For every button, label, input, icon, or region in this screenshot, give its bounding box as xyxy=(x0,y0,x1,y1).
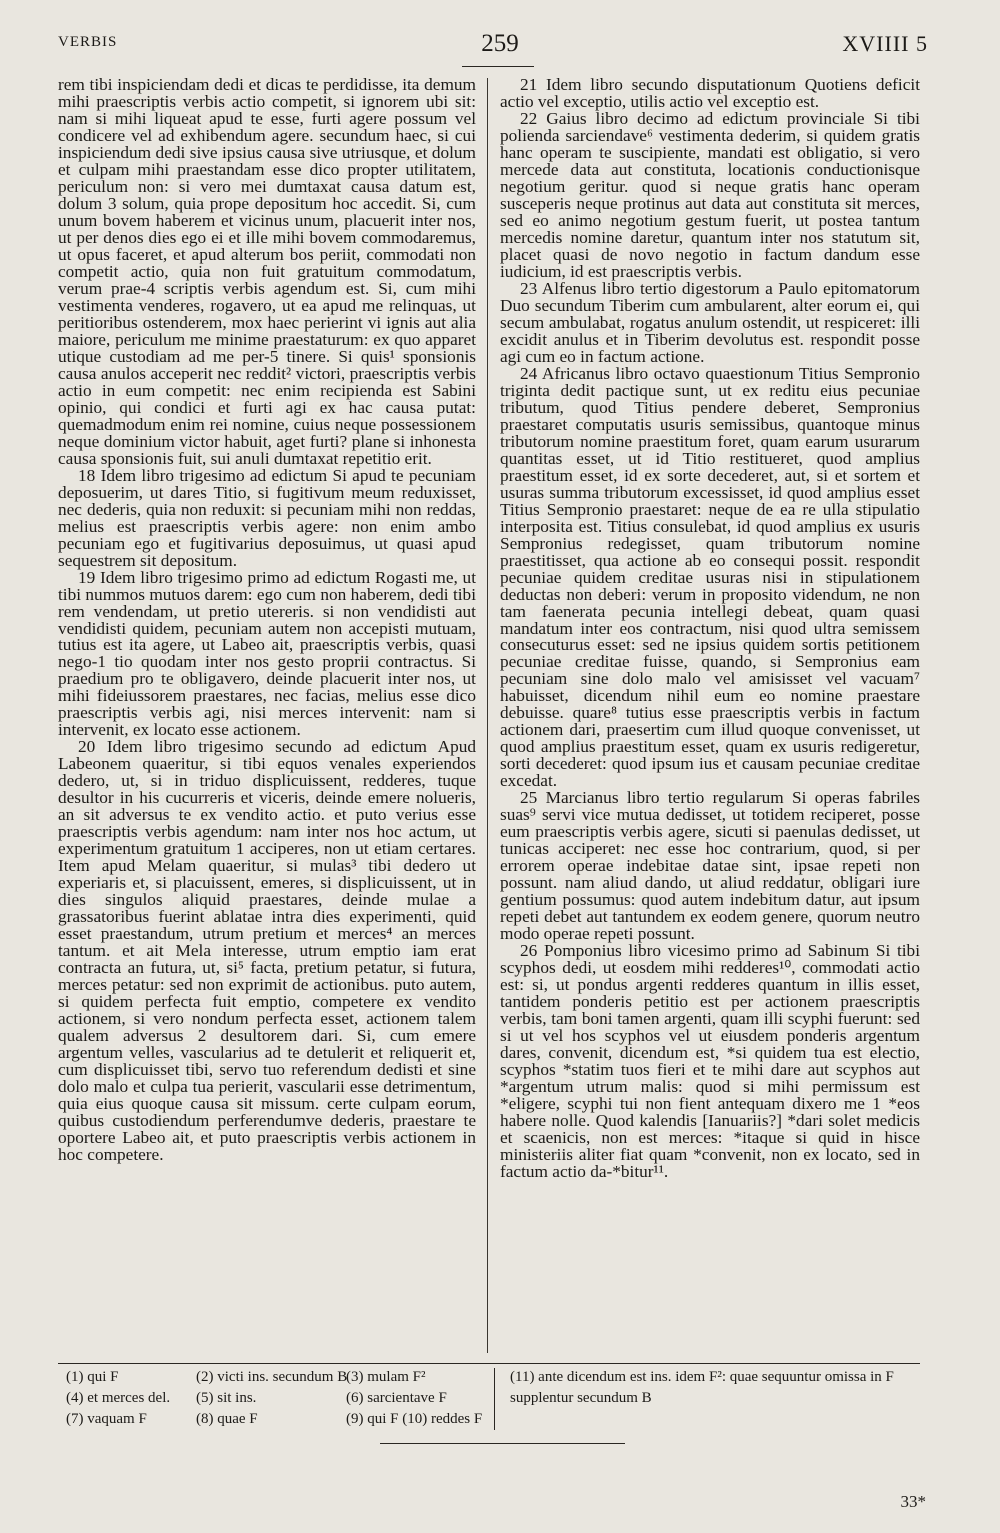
bottom-rule xyxy=(380,1443,625,1444)
text-paragraph: 22 Gaius libro decimo ad edictum provinciale Si tibi polienda sarciendave⁶ vestimenta dederim, si quidem gratis hanc operam te suscipiente, mandati est obligatio, si vero mercede data aut constituta, locationis conductionisque negotium geritur. quod si neque gratis hanc operam susceperis neque protinus aut data aut constituta sit merces, sed eo animo negotium gestum fuerit, ut postea tantum mercedis nomine daretur, quantum inter nos statutum sit, placet quasi de novo negotio in factum dandum esse iudicium, id est praescriptis verbis. xyxy=(500,108,920,281)
footnote-rule xyxy=(58,1363,920,1364)
right-column xyxy=(500,76,920,1180)
text-paragraph: rem tibi inspiciendam dedi et dicas te perdidisse, ita demum mihi praescriptis verbis actio competit, si ignorem ubi sit: nam si mihi liqueat apud te esse, furti agere possum vel condicere vel ad exhibendum agere. secundum haec, si cui inspiciendum dedi sive ipsius causa sive utriusque, et dolum et culpam mihi praestandam esse dico propter utilitatem, periculum non: si vero mei dumtaxat causa datum est, dolum 3 solum, quia prope depositum hoc accedit. Si, cum unum bovem haberem et vicinus unum, placuerit inter nos, ut per denos dies ego ei et ille mihi bovem commodaremus, ut opus faceret, et apud alterum bos periit, commodati non competit actio, quia non fuit gratuitum commodatum, verum prae-4 scriptis verbis agendum est. Si, cum mihi vestimenta venderes, rogavero, ut ea apud me relinquas, ut peritioribus ostenderem, mox haec perierint vi ignis aut alia maiore, periculum me minime praestaturum: ex quo apparet utique custodiam ad me per-5 tinere. Si quis¹ sponsionis causa anulos acceperit nec reddit² victori, praescriptis verbis actio in eum competit: nec enim recipienda est Sabini opinio, qui condici et furti agi ex hac causa putat: quemadmodum enim rei nomine, cuius neque possessionem neque dominium victor habuit, aget furti? plane si inhonesta causa sponsionis fuit, sui anuli dumtaxat repetitio erit. xyxy=(58,75,476,468)
footnote: (1) qui F xyxy=(66,1369,119,1385)
running-head-right: XVIIII 5 xyxy=(842,31,928,56)
footnotes-left xyxy=(66,1367,486,1430)
running-head-left: VERBIS xyxy=(58,34,118,50)
footnote-row xyxy=(66,1388,486,1409)
footnote: (3) mulam F² xyxy=(346,1369,426,1385)
text-paragraph: 18 Idem libro trigesimo ad edictum Si apud te pecuniam deposuerim, ut dares Titio, si fugitivum meum reduxisset, nec dederis, quia non reduxit: si pecuniam mihi non reddas, melius est praescriptis verbis agere: non enim ambo pecuniam ego et fugitivarius deposuimus, ut quasi apud sequestrem sit depositum. xyxy=(58,465,476,570)
text-paragraph: 24 Africanus libro octavo quaestionum Titius Sempronio triginta dedit pactique sunt, ut ex reditu eius pecuniae tributum, quod Titius pendere deberet, Sempronius praestaret computatis usuris semissibus, quantoque minus tributorum nomine praestitum foret, quam earum usurarum quantitas esset, ut id Titio restitueret, quod amplius praestitum esset, id ex sorte decederet, aut, si et sortem et usuras summa tributorum excessisset, id quod amplius esset Titius Sempronio praestaret: neque de ea re ulla stipulatio interposita est. Titius consulebat, id quod amplius ex usuris Sempronius redegisset, quam tributorum nomine praestitisset, qua actione ab eo consequi possit. respondit pecuniae quidem creditae usuras nisi in stipulationem deductas non deberi: verum in proposito videndum, ne non tam faenerata pecunia intellegi debeat, quam quasi mandatum inter eos contractum, nisi quod ultra semissem consecuturus esset: sed ne ipsius quidem sortis petitionem pecuniae creditae fuisse, quando, si Sempronius eam pecuniam sine dolo malo vel amisisset vel vacuam⁷ habuisset, dicendum nihil eum eo nomine praestare debuisse. quare⁸ tutius esse praescriptis verbis in factum actionem dari, praesertim cum illud quoque convenisset, ut quod amplius praestitum esset, quam ex usuris redigeretur, sorti decederet: quod ipsum ius et causam pecuniae creditae excedat. xyxy=(500,363,920,791)
footnote-row xyxy=(66,1367,486,1388)
column-divider xyxy=(487,78,488,1353)
text-paragraph: 20 Idem libro trigesimo secundo ad edictum Apud Labeonem quaeritur, si tibi equos venales experiendos dedero, ut, si in triduo displicuissent, redderes, tuque desultor in his cucurreris et viceris, deinde emere nolueris, an sit adversus te ex vendito actio. et puto verius esse praescriptis verbis agendum: nam inter nos hoc actum, ut experimentum gratuitum 1 acciperes, non ut etiam certares. Item apud Melam quaeritur, si mulas³ tibi dedero ut experiaris et, si placuissent, emeres, si displicuissent, ut in dies singulos aliquid praestares, deinde mulae a grassatoribus fuerint ablatae intra dies experimenti, quid esset praestandum, utrum pretium et merces⁴ an merces tantum. et ait Mela interesse, utrum emptio iam erat contracta an futura, ut, si⁵ facta, pretium petatur, si futura, merces petatur: sed non exprimit de actionibus. puto autem, si quidem perfecta fuit emptio, competere ex vendito actionem, si vero nondum perfecta esset, actionem talem qualem adversus 2 desultorem dari. Si, cum emere argentum velles, vascularius ad te detulerit et reliquerit et, cum displicuisset tibi, servo tuo referendum dedisti et sine dolo malo et culpa tua perierit, vascularii esse detrimentum, quia eius quoque causa sit missum. certe culpam eorum, quibus custodiendum perferendumve dederis, praestare te oportere Labeo ait, et puto praescriptis verbis actionem in hoc competere. xyxy=(58,737,476,1165)
footnote: (8) quae F xyxy=(196,1411,258,1427)
text-paragraph: 25 Marcianus libro tertio regularum Si operas fabriles suas⁹ servi vice mutua dedisset, ut totidem reciperet, posse eum praescriptis verbis agere, sicuti si paenulas dedisset, ut tunicas acciperet: nec esse hoc contrarium, quod, si per errorem operae indebitae datae sint, ipsae repeti non possunt. nam aliud dando, ut aliud reddatur, obligari iure gentium possumus: quod autem indebitum datur, aut ipsum repeti debet aut tantundem ex eodem genere, quorum neutro modo operae repeti possunt. xyxy=(500,788,920,944)
left-column xyxy=(58,76,476,1163)
footnotes-right xyxy=(510,1367,920,1409)
page-number: 259 xyxy=(481,30,519,57)
header-rule xyxy=(462,66,534,67)
footnote: (2) victi ins. secundum B xyxy=(196,1369,348,1385)
text-paragraph: 26 Pomponius libro vicesimo primo ad Sabinum Si tibi scyphos dedi, ut eosdem mihi redderes¹⁰, commodati actio est: si, ut pondus argenti redderes quantum in illis esset, tantidem ponderis petitio est per actionem praescriptis verbis, tam boni tamen argenti, quam illi scyphi fuerunt: sed si ut vel hos scyphos vel ut eiusdem ponderis argentum dares, convenit, dicendum est, *si quidem tua est electio, scyphos *statim tuos fieri et te mihi dare aut scyphos aut *argentum utrum malis: quod si mihi permissum est *eligere, scyphi tui non fient antequam dixero me 1 *eos habere nolle. Quod kalendis [Ianuariis?] *dari solet medicis et scaenicis, non est merces: *itaque si quid in hisce ministeriis aliter fiat quam *convenit, non ex locato, sed in factum actio da-*bitur¹¹. xyxy=(500,941,920,1181)
footnote: (5) sit ins. xyxy=(196,1390,257,1406)
footnote: (9) qui F (10) reddes F xyxy=(346,1411,483,1427)
footnote: (4) et merces del. xyxy=(66,1390,171,1406)
footnote-divider xyxy=(494,1368,495,1430)
signature-mark: 33* xyxy=(900,1492,926,1511)
text-paragraph: 21 Idem libro secundo disputationum Quotiens deficit actio vel exceptio, utilis actio vel exceptio est. xyxy=(500,75,920,111)
footnote: (6) sarcientave F xyxy=(346,1390,447,1406)
footnote: (7) vaquam F xyxy=(66,1411,147,1427)
footnote-row xyxy=(66,1409,486,1430)
footnote: (11) ante dicendum est ins. idem F²: quae sequuntur omissa in F supplentur secundum B xyxy=(510,1369,894,1406)
text-paragraph: 23 Alfenus libro tertio digestorum a Paulo epitomatorum Duo secundum Tiberim cum ambularent, alter eorum ei, qui secum ambulabat, rogatus anulum ostendit, ut respiceret: illi excidit anulus et in Tiberim devolutus est. respondit posse agi cum eo in factum actione. xyxy=(500,278,920,366)
text-paragraph: 19 Idem libro trigesimo primo ad edictum Rogasti me, ut tibi nummos mutuos darem: ego cum non haberem, dedi tibi rem vendendam, ut pretio utereris. si non vendidisti aut vendidisti quidem, pecuniam autem non accepisti mutuam, tutius est ita agere, ut Labeo ait, praescriptis verbis, quasi nego-1 tio quodam inter nos gesto proprii contractus. Si praedium pro te obligavero, deinde placuerit inter nos, ut mihi fideiussorem praestares, nec facias, melius esse dico praescriptis verbis agi, nisi merces intervenit: nam si intervenit, ex locato esse actionem. xyxy=(58,567,476,740)
